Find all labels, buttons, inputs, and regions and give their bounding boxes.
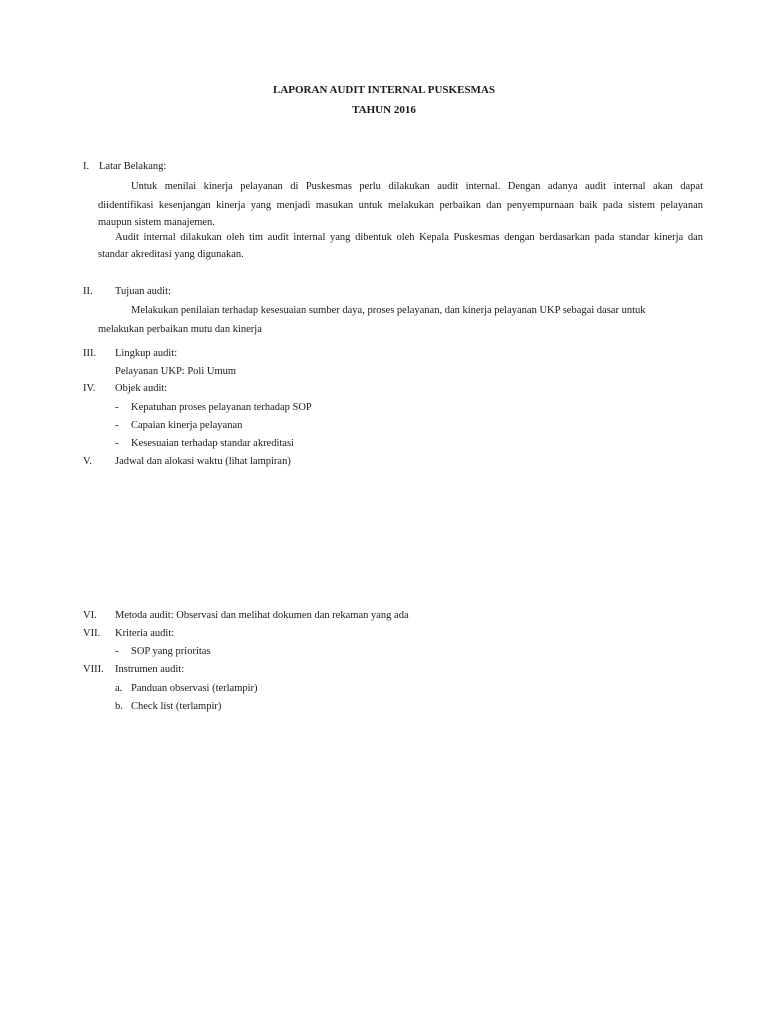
list-item: SOP yang prioritas xyxy=(131,646,211,657)
section-heading: Tujuan audit: xyxy=(115,286,171,297)
section-heading: Instrumen audit: xyxy=(115,664,185,675)
paragraph-line: standar akreditasi yang digunakan. xyxy=(98,249,244,260)
list-bullet: - xyxy=(115,646,119,657)
section-heading: Objek audit: xyxy=(115,383,168,394)
list-item: Check list (terlampir) xyxy=(131,701,222,712)
section-number: VIII. xyxy=(83,664,104,675)
list-item: Panduan observasi (terlampir) xyxy=(131,683,258,694)
section-number: V. xyxy=(83,456,92,467)
section-heading: Jadwal dan alokasi waktu (lihat lampiran) xyxy=(115,456,291,467)
section-detail: Pelayanan UKP: Poli Umum xyxy=(115,366,237,377)
list-marker: b. xyxy=(115,701,123,712)
document-title: LAPORAN AUDIT INTERNAL PUSKESMAS xyxy=(273,84,495,96)
section-number: VII. xyxy=(83,628,101,639)
section-heading: Metoda audit: Observasi dan melihat dokumen dan rekaman yang ada xyxy=(115,610,409,621)
list-item: Capaian kinerja pelayanan xyxy=(131,420,243,431)
section-number: III. xyxy=(83,348,97,359)
section-number: II. xyxy=(83,286,93,297)
paragraph-line: Melakukan penilaian terhadap kesesuaian sumber daya, proses pelayanan, dan kinerja pelayanan UKP sebagai dasar untuk xyxy=(131,305,646,316)
list-bullet: - xyxy=(115,420,119,431)
list-item: Kesesuaian terhadap standar akreditasi xyxy=(131,438,294,449)
paragraph-line: maupun sistem manajemen. xyxy=(98,217,215,228)
list-bullet: - xyxy=(115,402,119,413)
section-number: VI. xyxy=(83,610,97,621)
document-year: TAHUN 2016 xyxy=(352,104,416,116)
section-heading: Lingkup audit: xyxy=(115,348,178,359)
list-bullet: - xyxy=(115,438,119,449)
list-item: Kepatuhan proses pelayanan terhadap SOP xyxy=(131,402,312,413)
section-number: I. xyxy=(83,161,90,172)
section-number: IV. xyxy=(83,383,96,394)
paragraph-line: Audit internal dilakukan oleh tim audit internal yang dibentuk oleh Kepala Puskesmas dengan berdasarkan pada standar kinerja dan xyxy=(115,232,703,243)
list-marker: a. xyxy=(115,683,123,694)
paragraph-line: diidentifikasi kesenjangan kinerja yang menjadi masukan untuk melakukan perbaikan dan penyempurnaan baik pada sistem pelayanan xyxy=(98,200,703,211)
paragraph-line: melakukan perbaikan mutu dan kinerja xyxy=(98,324,262,335)
section-heading: Latar Belakang: xyxy=(99,161,167,172)
paragraph-line: Untuk menilai kinerja pelayanan di Puskesmas perlu dilakukan audit internal. Dengan adanya audit internal akan dapat xyxy=(131,181,703,192)
section-heading: Kriteria audit: xyxy=(115,628,175,639)
